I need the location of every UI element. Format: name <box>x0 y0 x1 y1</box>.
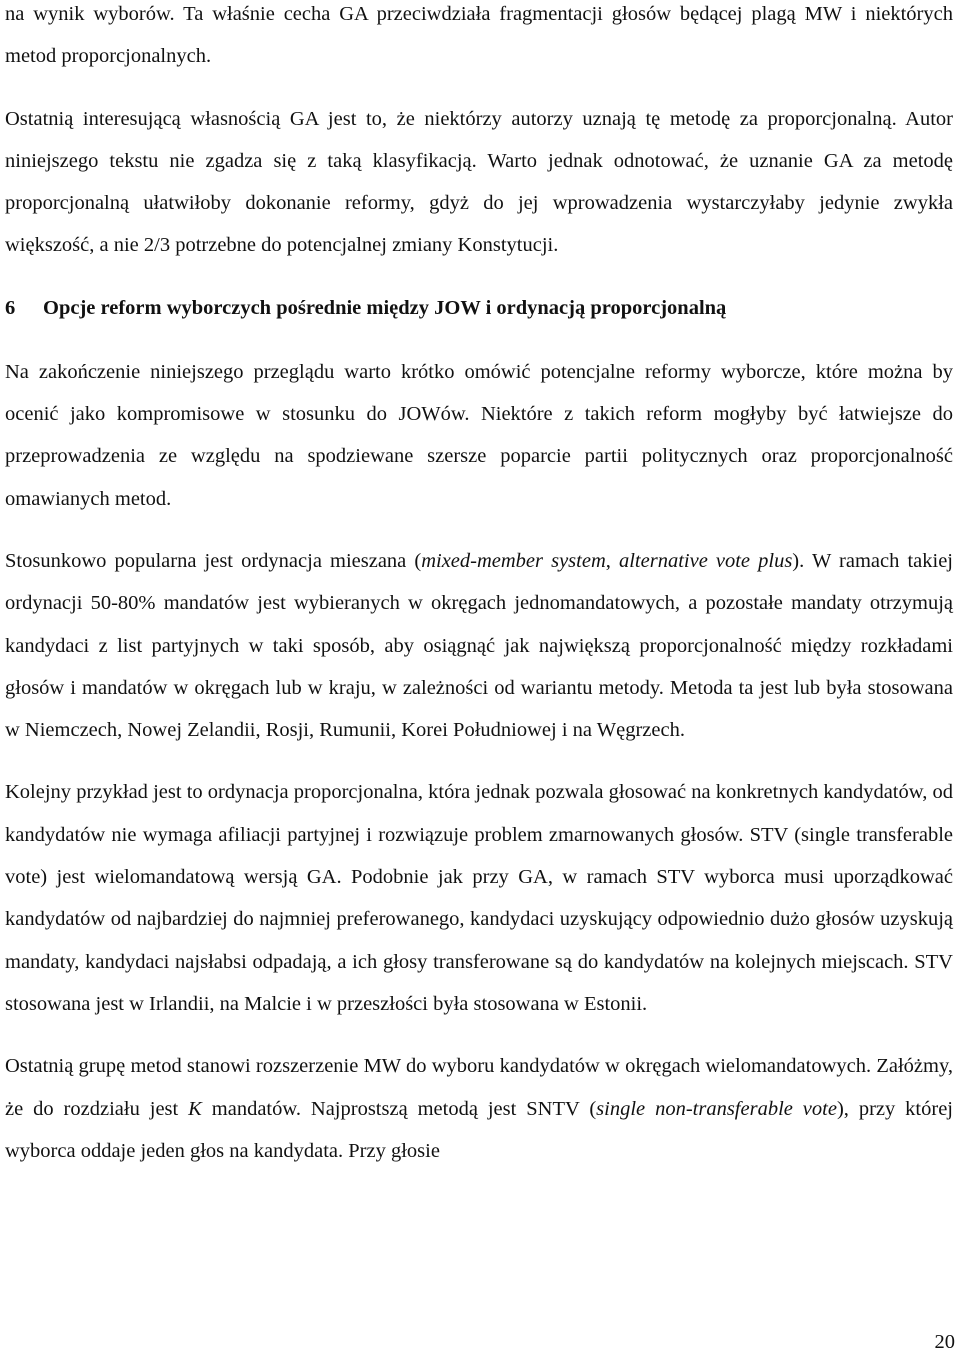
paragraph-ga-proportionality: Ostatnią interesującą własnością GA jest to, że niektórzy autorzy uznają tę metodę za proporcjonalną. Autor niniejszego tekstu nie zgadza się z taką klasyfikacją. Warto jednak odnotować, że uznanie GA za metodę proporcjonalną ułatwiłoby dokonanie reformy, gdyż do jej wprowadzenia wystarczyłaby jedynie zwykła większość, a nie 2/3 potrzebne do potencjalnej zmiany Konstytucji. <box>5 107 953 257</box>
document-page <box>5 0 953 1172</box>
mixed-text-1: Stosunkowo popularna jest ordynacja mieszana ( <box>5 549 422 572</box>
paragraph-ga-fragmentation: na wynik wyborów. Ta właśnie cecha GA przeciwdziała fragmentacji głosów będącej plagą MW i niektórych metod proporcjonalnych. <box>5 3 953 68</box>
sntv-term: single non-transferable vote <box>596 1097 837 1120</box>
paragraph-compromise-reforms: Na zakończenie niniejszego przeglądu warto krótko omówić potencjalne reformy wyborcze, które można by ocenić jako kompromisowe w stosunku do JOWów. Niektóre z takich reform mogłyby być łatwiejsze do przeprowadzenia ze względu na spodziewane szersze poparcie partii politycznych oraz proporcjonalność omawianych metod. <box>5 360 953 510</box>
sntv-text-1: Ostatnią grupę metod stanowi rozszerzenie MW do wyboru kandydatów w okręgach wielomandatowych. Załóżmy, że do rozdziału jest <box>5 1055 953 1120</box>
paragraph-stv: Kolejny przykład jest to ordynacja proporcjonalna, która jednak pozwala głosować na konkretnych kandydatów, od kandydatów nie wymaga afiliacji partyjnej i rozwiązuje problem zmarnowanych głosów. STV (single transferable vote) jest wielomandatową wersją GA. Podobnie jak przy GA, w ramach STV wyborca musi uporządkować kandydatów od najbardziej do najmniej preferowanego, kandydaci uzyskujący odpowiednio dużo głosów uzyskują mandaty, kandydaci najsłabsi odpadają, a ich głosy transferowane są do kandydatów na kolejnych miejscach. STV stosowana jest w Irlandii, na Malcie i w przeszłości była stosowana w Estonii. <box>5 781 953 1015</box>
sntv-text-3: ), przy której wyborca oddaje jeden głos na kandydata. Przy głosie <box>5 1097 953 1162</box>
mixed-term-2: alternative vote plus <box>618 549 793 572</box>
mixed-text-2: , <box>605 549 619 572</box>
sntv-var-k: K <box>188 1097 202 1120</box>
section-number: 6 <box>5 296 16 319</box>
mixed-term-1: mixed-member system <box>421 549 606 572</box>
sntv-text-2: mandatów. Najprostszą metodą jest SNTV ( <box>201 1097 597 1120</box>
section-heading <box>5 287 953 329</box>
page-number: 20 <box>934 1331 955 1353</box>
mixed-text-3: ). W ramach takiej ordynacji 50-80% mandatów jest wybieranych w okręgach jednomandatowych, a pozostałe mandaty otrzymują kandydaci z list partyjnych w taki sposób, aby osiągnąć jak największą proporcjonalność między rozkładami głosów i mandatów w okręgach lub w kraju, w zależności od wariantu metody. Metoda ta jest lub była stosowana w Niemczech, Nowej Zelandii, Rosji, Rumunii, Korei Południowej i na Węgrzech. <box>5 549 953 742</box>
section-title: Opcje reform wyborczych pośrednie między JOW i ordynacją proporcjonalną <box>43 296 727 319</box>
paragraph-sntv <box>5 1045 953 1172</box>
paragraph-mixed-member <box>5 540 953 751</box>
